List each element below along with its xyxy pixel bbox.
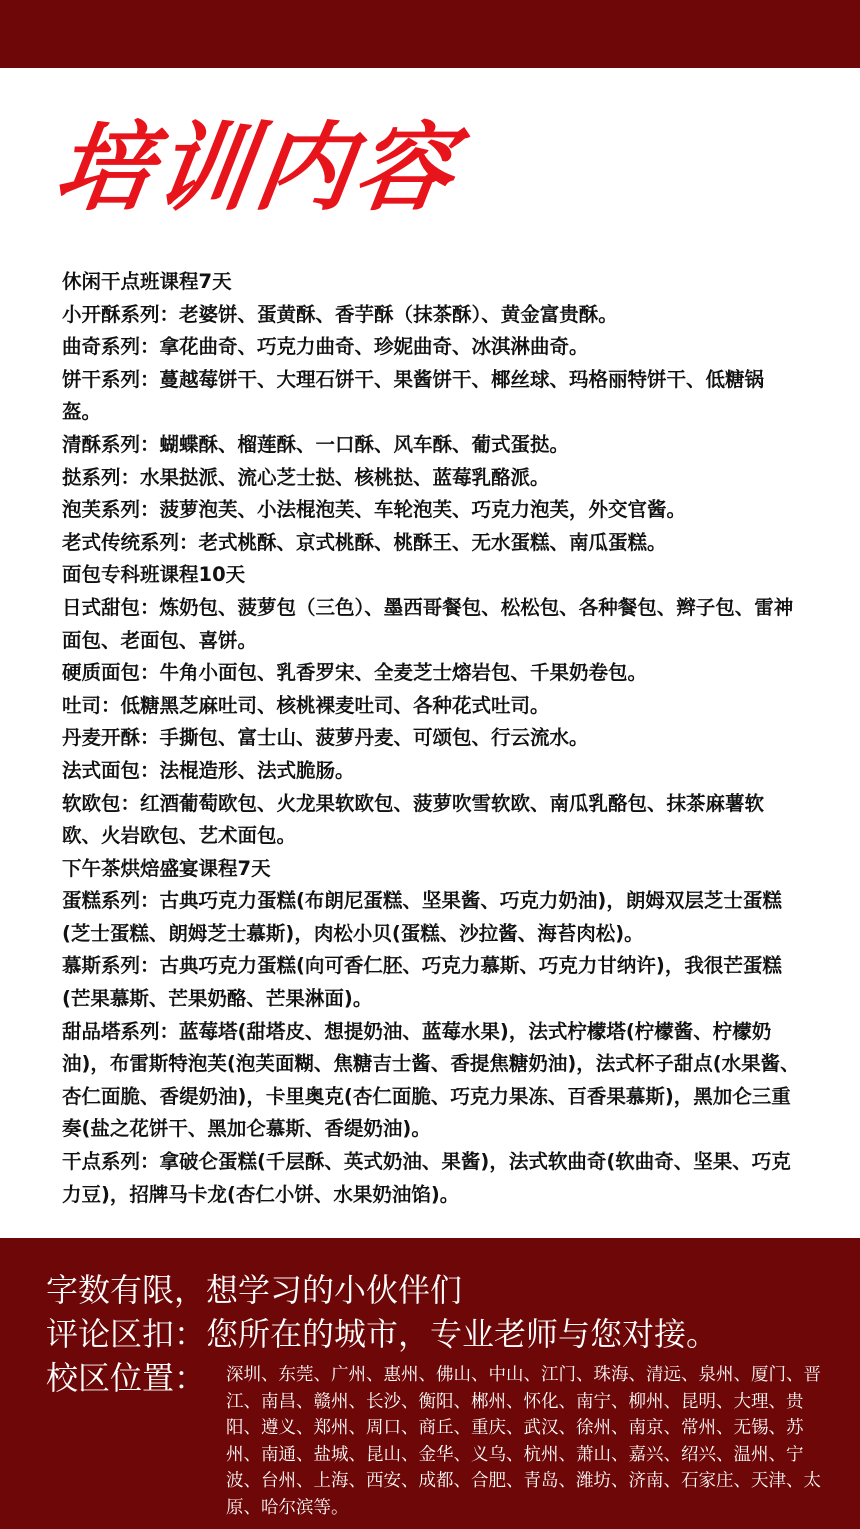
course-line: 休闲干点班课程7天 xyxy=(62,270,232,293)
course-line: 丹麦开酥：手撕包、富士山、菠萝丹麦、可颂包、行云流水。 xyxy=(62,726,589,750)
course-line: 慕斯系列：古典巧克力蛋糕(向可香仁胚、巧克力慕斯、巧克力甘纳许)，我很芒蛋糕(芒果慕斯、芒果奶酪、芒果淋面)。 xyxy=(62,954,782,1011)
course-line: 吐司：低糖黑芝麻吐司、核桃裸麦吐司、各种花式吐司。 xyxy=(62,693,550,717)
course-content xyxy=(62,266,802,1211)
course-line: 饼干系列：蔓越莓饼干、大理石饼干、果酱饼干、椰丝球、玛格丽特饼干、低糖锅盔。 xyxy=(62,367,765,424)
campus-label: 校区位置： xyxy=(46,1359,207,1397)
page-title: 培训内容 xyxy=(48,112,464,224)
course-line: 曲奇系列：拿花曲奇、巧克力曲奇、珍妮曲奇、冰淇淋曲奇。 xyxy=(62,335,589,359)
cta-line-2: 评论区扣：您所在的城市，专业老师与您对接。 xyxy=(46,1315,719,1353)
course-line: 软欧包：红酒葡萄欧包、火龙果软欧包、菠萝吹雪软欧、南瓜乳酪包、抹茶麻薯软欧、火岩欧包、艺术面包。 xyxy=(62,791,765,848)
course-line: 面包专科班课程10天 xyxy=(62,563,246,587)
course-line: 硬质面包：牛角小面包、乳香罗宋、全麦芝士熔岩包、千果奶卷包。 xyxy=(62,661,648,685)
course-line: 下午茶烘焙盛宴课程7天 xyxy=(62,856,271,880)
course-line: 清酥系列：蝴蝶酥、榴莲酥、一口酥、风车酥、葡式蛋挞。 xyxy=(62,432,570,456)
course-line: 老式传统系列：老式桃酥、京式桃酥、桃酥王、无水蛋糕、南瓜蛋糕。 xyxy=(62,530,667,554)
course-line: 小开酥系列：老婆饼、蛋黄酥、香芋酥（抹茶酥）、黄金富贵酥。 xyxy=(62,302,618,326)
course-line: 挞系列：水果挞派、流心芝士挞、核桃挞、蓝莓乳酪派。 xyxy=(62,465,550,489)
footer-banner xyxy=(0,1238,860,1529)
course-line: 法式面包：法棍造形、法式脆肠。 xyxy=(62,758,355,782)
course-line: 干点系列：拿破仑蛋糕(千层酥、英式奶油、果酱)，法式软曲奇(软曲奇、坚果、巧克力豆)，招牌马卡龙(杏仁小饼、水果奶油馅)。 xyxy=(62,1150,791,1206)
campus-list: 深圳、东莞、广州、惠州、佛山、中山、江门、珠海、清远、泉州、厦门、晋江、南昌、赣州、长沙、衡阳、郴州、怀化、南宁、柳州、昆明、大理、贵阳、遵义、郑州、周口、商丘、重庆、武汉、徐州、南京、常州、无锡、苏州、南通、盐城、昆山、金华、义乌、杭州、萧山、嘉兴、绍兴、温州、宁波、台州、上海、西安、成都、合肥、青岛、潍坊、济南、石家庄、天津、太原、哈尔滨等。 xyxy=(226,1365,821,1518)
course-line: 泡芙系列：菠萝泡芙、小法棍泡芙、车轮泡芙、巧克力泡芙，外交官酱。 xyxy=(62,498,687,522)
course-line: 蛋糕系列：古典巧克力蛋糕(布朗尼蛋糕、坚果酱、巧克力奶油)，朗姆双层芝士蛋糕(芝士蛋糕、朗姆芝士慕斯)，肉松小贝(蛋糕、沙拉酱、海苔肉松)。 xyxy=(62,889,782,945)
course-line: 甜品塔系列：蓝莓塔(甜塔皮、想提奶油、蓝莓水果)，法式柠檬塔(柠檬酱、柠檬奶油)，布雷斯特泡芙(泡芙面糊、焦糖吉士酱、香提焦糖奶油)，法式杯子甜点(水果酱、杏仁面脆、香缇奶油)，卡里奥克(杏仁面脆、巧克力果冻、百香果慕斯)，黑加仑三重奏(盐之花饼干、黑加仑慕斯、香缇奶油)。 xyxy=(62,1019,800,1141)
cta-line-1: 字数有限，想学习的小伙伴们 xyxy=(46,1271,463,1309)
top-banner xyxy=(0,0,860,68)
course-line: 日式甜包：炼奶包、菠萝包（三色）、墨西哥餐包、松松包、各种餐包、辫子包、雷神面包、老面包、喜饼。 xyxy=(62,595,794,652)
